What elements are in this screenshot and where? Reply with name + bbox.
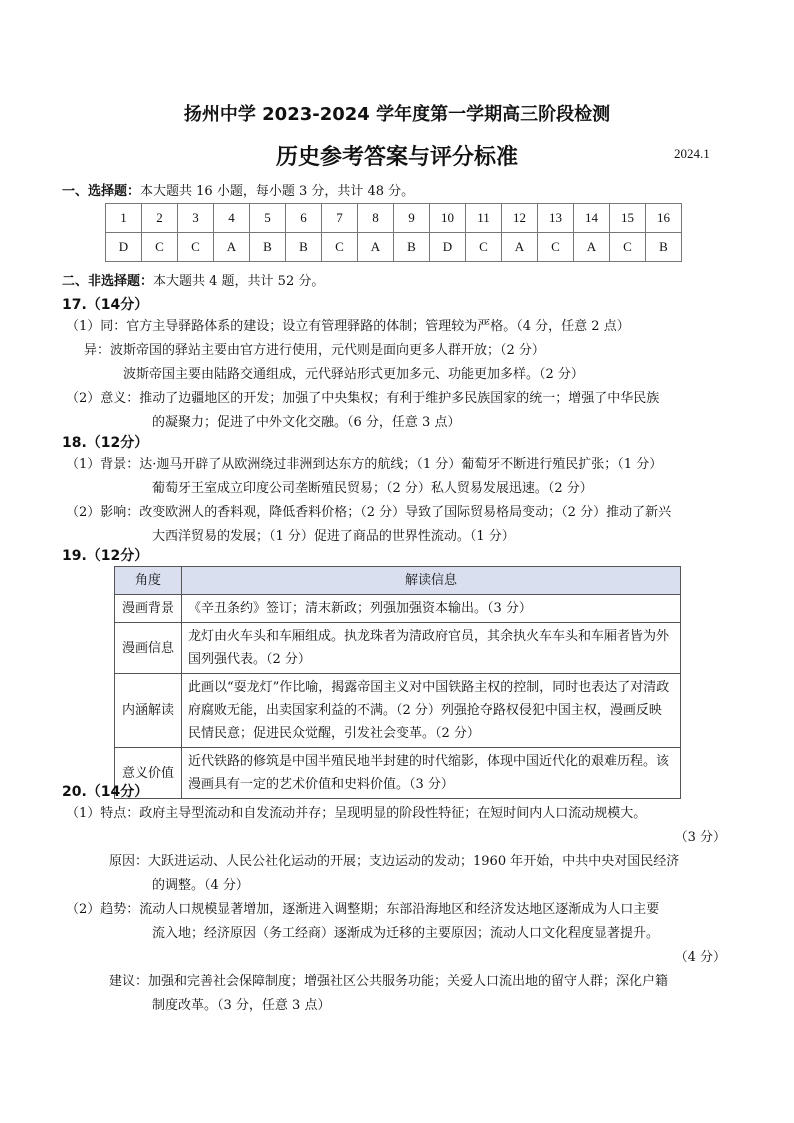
question-number-cell: 2	[142, 204, 178, 233]
q20-score: （4 分）	[674, 950, 726, 965]
q18-answer	[66, 453, 671, 549]
answer-cell: C	[142, 233, 178, 262]
q19-table-row	[115, 674, 681, 748]
section1-label: 一、选择题：	[62, 184, 141, 199]
row-info: 近代铁路的修筑是中国半殖民地半封建的时代缩影，体现中国近代化的艰难历程。该漫画具有一定的艺术价值和史料价值。（3 分）	[182, 748, 681, 799]
q17-answer	[66, 315, 659, 435]
question-number-cell: 6	[286, 204, 322, 233]
q19-table-header	[115, 567, 681, 595]
section2-desc: 本大题共 4 题，共计 52 分。	[153, 274, 325, 289]
section2-heading	[62, 270, 324, 289]
answer-cell: A	[214, 233, 250, 262]
question-number-cell: 7	[322, 204, 358, 233]
row-info: 《辛丑条约》签订；清末新政；列强加强资本输出。（3 分）	[182, 595, 681, 623]
header-info: 解读信息	[182, 567, 681, 595]
answer-letters-row	[106, 233, 682, 262]
q20-score: （3 分）	[674, 830, 726, 845]
answer-cell: B	[394, 233, 430, 262]
q20-line: 流入地；经济原因（务工经商）逐渐成为迁移的主要原因；流动人口文化程度显著提升。	[152, 926, 660, 941]
row-angle: 内涵解读	[115, 674, 182, 748]
question-number-cell: 5	[250, 204, 286, 233]
question-number-cell: 9	[394, 204, 430, 233]
q17-line: 的凝聚力；促进了中外文化交融。（6 分，任意 3 点）	[152, 415, 461, 430]
q17-line: （1）同：官方主导驿路体系的建设；设立有管理驿路的体制；管理较为严格。（4 分，任意 2 点）	[66, 319, 630, 334]
answer-cell: C	[178, 233, 214, 262]
q20-line: 原因：大跃进运动、人民公社化运动的开展；支边运动的发动；1960 年开始，中共中央对国民经济	[109, 854, 680, 869]
answer-cell: A	[358, 233, 394, 262]
row-angle: 意义价值	[115, 748, 182, 799]
answer-cell: D	[430, 233, 466, 262]
q19-table-row	[115, 623, 681, 674]
document-date: 2024.1	[674, 146, 710, 161]
answer-cell: B	[250, 233, 286, 262]
q20-line: 的调整。（4 分）	[152, 878, 249, 893]
answer-cell: B	[286, 233, 322, 262]
question-number-cell: 3	[178, 204, 214, 233]
q18-line: 葡萄牙王室成立印度公司垄断殖民贸易；（2 分）私人贸易发展迅速。（2 分）	[152, 481, 593, 496]
q17-line: 异：波斯帝国的驿站主要由官方进行使用，元代则是面向更多人群开放；（2 分）	[84, 343, 545, 358]
question-number-cell: 8	[358, 204, 394, 233]
section1-heading	[62, 180, 414, 199]
q18-line: （1）背景：达·迦马开辟了从欧洲绕过非洲到达东方的航线；（1 分）葡萄牙不断进行殖民扩张；（1 分）	[66, 457, 663, 472]
q20-line: 制度改革。（3 分，任意 3 点）	[152, 998, 331, 1013]
answer-cell: B	[646, 233, 682, 262]
row-angle: 漫画背景	[115, 595, 182, 623]
q18-line: （2）影响：改变欧洲人的香料观，降低香料价格；（2 分）导致了国际贸易格局变动；（2 分）推动了新兴	[66, 505, 672, 520]
q18-line: 大西洋贸易的发展；（1 分）促进了商品的世界性流动。（1 分）	[152, 529, 515, 544]
answer-cell: D	[106, 233, 142, 262]
question-number-cell: 15	[610, 204, 646, 233]
q19-table-row	[115, 595, 681, 623]
question-number-cell: 14	[574, 204, 610, 233]
question-number-cell: 16	[646, 204, 682, 233]
answer-cell: A	[574, 233, 610, 262]
question-number-cell: 10	[430, 204, 466, 233]
q17-line: 波斯帝国主要由陆路交通组成，元代驿站形式更加多元、功能更加多样。（2 分）	[123, 367, 584, 382]
q19-table	[114, 566, 681, 799]
q20-heading: 20.（14分）	[62, 784, 149, 800]
question-number-cell: 13	[538, 204, 574, 233]
answer-cell: C	[322, 233, 358, 262]
question-number-cell: 12	[502, 204, 538, 233]
q20-line: （2）趋势：流动人口规模显著增加，逐渐进入调整期；东部沿海地区和经济发达地区逐渐成为人口主要	[66, 902, 660, 917]
question-number-cell: 1	[106, 204, 142, 233]
answer-cell: C	[610, 233, 646, 262]
document-subtitle: 历史参考答案与评分标准	[275, 145, 518, 170]
section1-desc: 本大题共 16 小题，每小题 3 分，共计 48 分。	[140, 184, 415, 199]
q19-heading: 19.（12分）	[62, 548, 149, 564]
q20-answer	[66, 802, 726, 1018]
q20-line: （1）特点：政府主导型流动和自发流动并存；呈现明显的阶段性特征；在短时间内人口流动规模大。	[66, 806, 647, 821]
row-info: 此画以“耍龙灯”作比喻，揭露帝国主义对中国铁路主权的控制，同时也表达了对清政府腐败无能，出卖国家利益的不满。（2 分）列强抢夺路权侵犯中国主权，漫画反映民情民意；促进民众觉醒，引发社会变革。（2 分）	[182, 674, 681, 748]
answer-cell: C	[538, 233, 574, 262]
q20-line: 建议：加强和完善社会保障制度；增强社区公共服务功能；关爱人口流出地的留守人群；深化户籍	[109, 974, 669, 989]
row-angle: 漫画信息	[115, 623, 182, 674]
exam-title: 扬州中学 2023-2024 学年度第一学期高三阶段检测	[183, 104, 611, 125]
answer-numbers-row	[106, 204, 682, 233]
header-angle: 角度	[115, 567, 182, 595]
question-number-cell: 11	[466, 204, 502, 233]
question-number-cell: 4	[214, 204, 250, 233]
q17-line: （2）意义：推动了边疆地区的开发；加强了中央集权；有利于维护多民族国家的统一；增强了中华民族	[66, 391, 660, 406]
q18-heading: 18.（12分）	[62, 435, 149, 451]
answer-table	[105, 203, 682, 262]
answer-cell: C	[466, 233, 502, 262]
answer-cell: A	[502, 233, 538, 262]
q19-table-row	[115, 748, 681, 799]
q17-heading: 17.（14分）	[62, 297, 149, 313]
row-info: 龙灯由火车头和车厢组成。执龙珠者为清政府官员，其余执火车车头和车厢者皆为外国列强代表。（2 分）	[182, 623, 681, 674]
section2-label: 二、非选择题：	[62, 274, 154, 289]
